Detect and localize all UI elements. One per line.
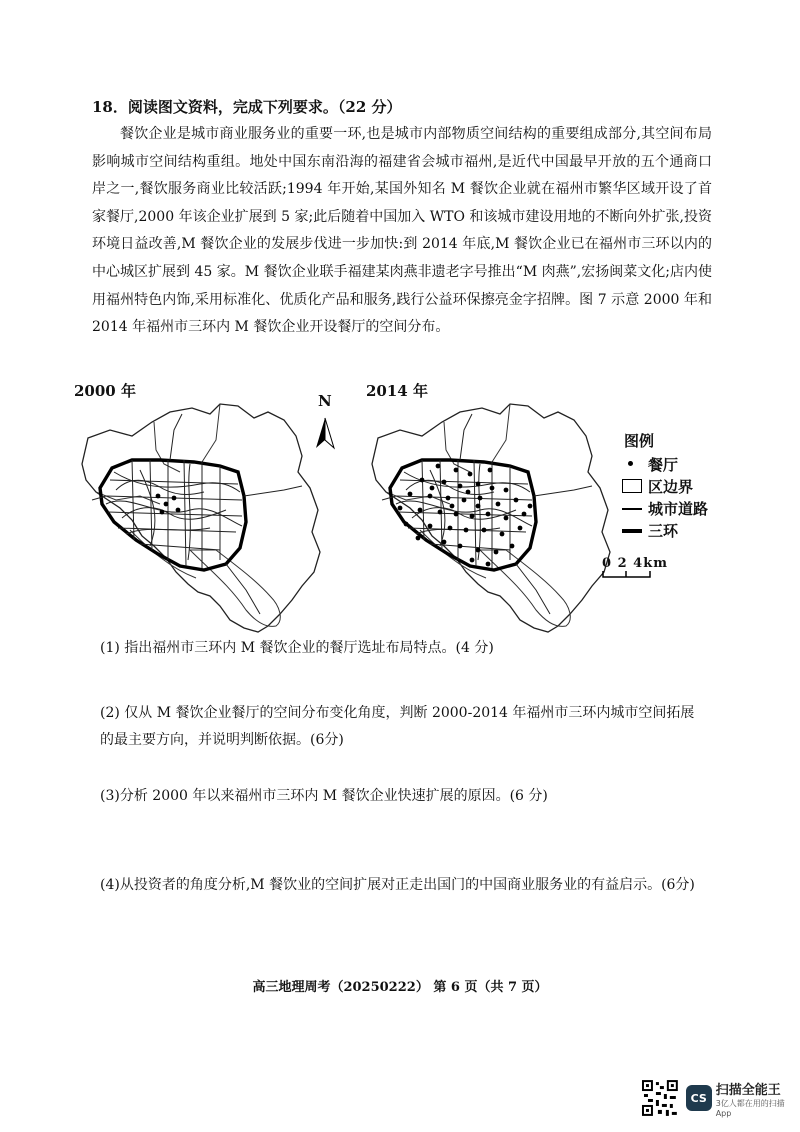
scale-label: 0 2 4km <box>602 556 668 571</box>
app-slogan: 3亿人都在用的扫描App <box>715 1098 785 1118</box>
legend-item-city-road <box>622 497 708 519</box>
qr-code-icon <box>640 1078 680 1118</box>
map-2014 <box>372 404 610 632</box>
legend-title: 图例 <box>624 432 655 450</box>
north-label: N <box>318 392 332 410</box>
line-icon <box>622 501 644 515</box>
map-2014-label: 2014 年 <box>366 382 428 400</box>
restaurant-dot <box>176 508 181 513</box>
app-name: 扫描全能王 <box>715 1082 781 1098</box>
restaurant-dot <box>160 510 165 515</box>
subquestion-4: (4)从投资者的角度分析,M 餐饮业的空间扩展对正走出国门的中国商业服务业的有益启示。(6分) <box>100 877 695 893</box>
box-icon <box>622 479 644 493</box>
legend-item-district-boundary <box>622 475 708 497</box>
scanner-watermark <box>640 1078 800 1118</box>
legend-label: 城市道路 <box>648 499 709 518</box>
app-logo-icon: CS <box>686 1085 712 1111</box>
legend-label: 三环 <box>648 521 679 540</box>
restaurant-dot <box>172 496 177 501</box>
dot-icon <box>622 457 644 471</box>
legend-label: 餐厅 <box>648 455 679 474</box>
subquestion-2: (2) 仅从 M 餐饮企业餐厅的空间分布变化角度，判断 2000-2014 年福州市三环内城市空间拓展的最主要方向，并说明判断依据。(6分) <box>100 705 695 748</box>
subquestion-1: (1) 指出福州市三环内 M 餐饮企业的餐厅选址布局特点。(4 分) <box>100 640 494 656</box>
restaurant-dot <box>156 494 161 499</box>
legend-item-third-ring <box>622 519 708 541</box>
watermark-text <box>716 1079 800 1118</box>
scale-bar-icon <box>602 571 662 579</box>
north-arrow-icon <box>316 418 334 448</box>
question-passage: 餐饮企业是城市商业服务业的重要一环,也是城市内部物质空间结构的重要组成部分,其空间布局影响城市空间结构重组。地处中国东南沿海的福建省会城市福州,是近代中国最早开放的五个通商口岸之一,餐饮服务商业比较活跃;1994 年开始,某国外知名 M 餐饮企业就在福州市繁华区域开设了首家餐厅,2000 年该企业扩展到 5 家;此后随着中国加入 WTO 和该城市建设用地的不断向外扩张,投资环境日益改善,M 餐饮企业的发展步伐进一步加快:到 2014 年底,M 餐饮企业已在福州市三环以内的中心城区扩展到 45 家。M 餐饮企业联手福建某肉燕非遗老字号推出“M 肉燕”,宏扬闽菜文化;店内使用福州特色内饰,采用标准化、优质化产品和服务,践行公益环保擦亮金字招牌。图 7 示意 2000 年和 2014 年福州市三环内 M 餐饮企业开设餐厅的空间分布。 <box>92 126 712 336</box>
map-2000 <box>82 404 320 632</box>
page-footer: 高三地理周考（20250222） 第 6 页（共 7 页） <box>252 980 548 995</box>
scale-bar <box>602 556 668 579</box>
question-title: 18．阅读图文资料，完成下列要求。（22 分） <box>92 98 402 116</box>
map-2000-label: 2000 年 <box>74 382 136 400</box>
restaurant-dot <box>164 502 169 507</box>
fuzhou-maps-figure <box>60 390 620 640</box>
legend-label: 区边界 <box>648 477 694 496</box>
subquestion-3: (3)分析 2000 年以来福州市三环内 M 餐饮企业快速扩展的原因。(6 分) <box>100 788 548 804</box>
legend-item-restaurant <box>622 453 708 475</box>
thick-line-icon <box>622 523 644 537</box>
map-legend <box>622 430 708 541</box>
